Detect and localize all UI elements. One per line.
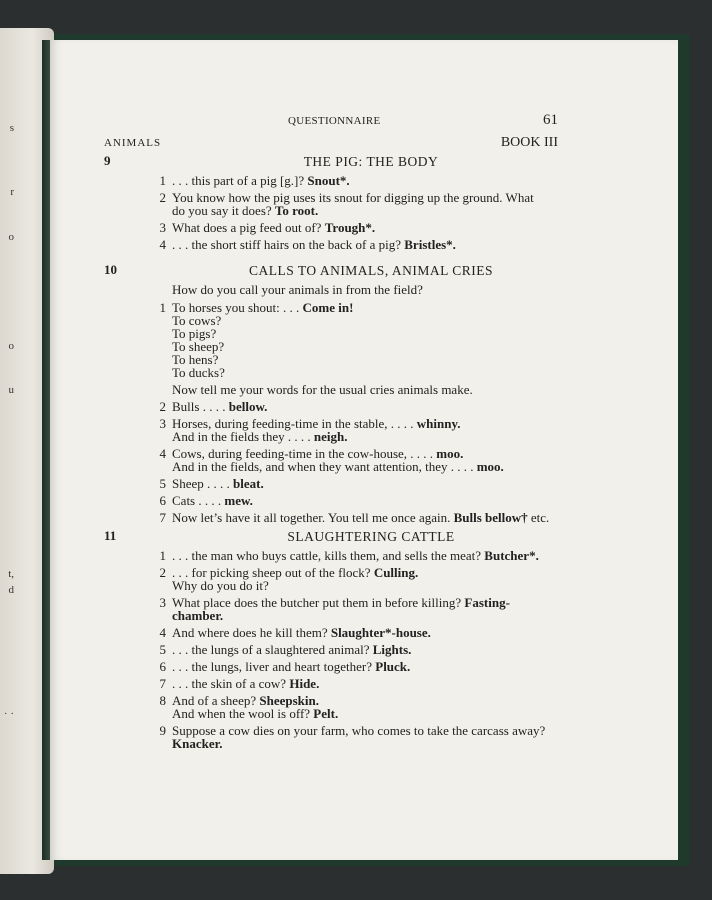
answer-keyword: Come in! — [302, 300, 354, 315]
section-intro: How do you call your animals in from the field? — [172, 282, 423, 297]
question-line — [172, 238, 608, 251]
question-item — [104, 724, 608, 750]
question-line — [172, 549, 608, 562]
question-number: 7 — [159, 510, 166, 525]
page-number: 61 — [543, 112, 558, 128]
answer-keyword: Bulls bellow† — [453, 510, 528, 525]
question-item — [104, 238, 608, 251]
question-text: Suppose a cow dies on your farm, who comes to take the carcass away? — [172, 723, 546, 738]
question-number: 2 — [159, 190, 166, 205]
question-item — [104, 400, 608, 413]
section-number: 11 — [104, 528, 117, 543]
question-line — [172, 314, 608, 327]
question-item — [104, 417, 608, 443]
question-item — [104, 447, 608, 473]
question-item — [104, 677, 608, 690]
question-text: do you say it does? — [172, 203, 275, 218]
question-text: . . . for picking sheep out of the flock? — [172, 565, 374, 580]
question-text: Now tell me your words for the usual cries animals make. — [172, 382, 473, 397]
question-line — [172, 626, 608, 639]
question-text: Sheep . . . . — [172, 476, 234, 491]
question-text: And of a sheep? — [172, 693, 260, 708]
book-label: BOOK III — [500, 135, 558, 150]
left-page-fragment: r — [10, 186, 14, 198]
answer-keyword: Bristles*. — [404, 237, 456, 252]
answer-keyword: neigh. — [313, 429, 348, 444]
question-item — [104, 511, 608, 524]
question-number: 3 — [159, 416, 166, 431]
answer-keyword: Slaughter*-house. — [330, 625, 431, 640]
question-text: . . . the skin of a cow? — [172, 676, 290, 691]
question-line — [172, 511, 608, 524]
answer-keyword: bleat. — [233, 476, 264, 491]
section-11 — [104, 528, 608, 754]
question-item — [104, 221, 608, 234]
question-text: Cows, during feeding-time in the cow-house, . . . . — [172, 446, 437, 461]
question-number: 4 — [159, 237, 166, 252]
question-number: 4 — [159, 625, 166, 640]
question-text: . . . the lungs, liver and heart together? — [172, 659, 376, 674]
answer-keyword: mew. — [224, 493, 253, 508]
answer-keyword: whinny. — [416, 416, 461, 431]
question-item — [104, 383, 608, 396]
question-text: Why do you do it? — [172, 578, 269, 593]
question-text: . . . the man who buys cattle, kills them, and sells the meat? — [172, 548, 485, 563]
answer-keyword: Hide. — [289, 676, 320, 691]
question-item — [104, 549, 608, 562]
question-line — [172, 596, 608, 609]
question-line — [172, 494, 608, 507]
question-text: Now let’s have it all together. You tell me once again. — [172, 510, 454, 525]
question-line — [172, 221, 608, 234]
book-page — [50, 40, 678, 860]
question-line — [172, 340, 608, 353]
question-text: To hens? — [172, 352, 219, 367]
question-line — [172, 579, 608, 592]
question-number: 1 — [159, 173, 166, 188]
question-number: 3 — [159, 595, 166, 610]
answer-keyword: Lights. — [372, 642, 412, 657]
answer-keyword: Knacker. — [172, 736, 223, 751]
question-number: 7 — [159, 676, 166, 691]
question-item — [104, 643, 608, 656]
section-title: THE PIG: THE BODY — [303, 154, 439, 169]
question-item — [104, 660, 608, 673]
question-line — [172, 353, 608, 366]
left-page-fragment: o — [8, 231, 14, 243]
section-label: ANIMALS — [104, 137, 162, 149]
running-header: QUESTIONNAIRE — [288, 115, 381, 127]
left-page-fragment: · · — [3, 708, 14, 720]
question-number: 4 — [159, 446, 166, 461]
question-line — [172, 366, 608, 379]
question-line — [172, 707, 608, 720]
question-text: . . . this part of a pig [g.]? — [172, 173, 308, 188]
question-item — [104, 301, 608, 379]
spine-shadow — [42, 40, 50, 860]
question-item — [104, 694, 608, 720]
answer-keyword: To root. — [274, 203, 319, 218]
answer-keyword: Fasting- — [464, 595, 510, 610]
question-number: 1 — [159, 548, 166, 563]
answer-keyword: Sheepskin. — [259, 693, 319, 708]
question-text: And when the wool is off? — [172, 706, 314, 721]
question-text: And in the fields, and when they want attention, they . . . . — [172, 459, 477, 474]
question-text: And where does he kill them? — [172, 625, 331, 640]
question-item — [104, 566, 608, 592]
question-number: 3 — [159, 220, 166, 235]
question-text: To horses you shout: . . . — [172, 300, 303, 315]
question-line — [172, 301, 608, 314]
question-item — [104, 494, 608, 507]
question-line — [172, 737, 608, 750]
answer-keyword: Pluck. — [375, 659, 411, 674]
question-text: Bulls . . . . — [172, 399, 229, 414]
question-text: You know how the pig uses its snout for digging up the ground. What — [172, 190, 534, 205]
question-number: 6 — [159, 493, 166, 508]
question-line — [172, 677, 608, 690]
question-text: To ducks? — [172, 365, 225, 380]
question-line — [172, 477, 608, 490]
left-page-fragment: t, — [8, 568, 14, 580]
answer-keyword: moo. — [476, 459, 504, 474]
section-title: CALLS TO ANIMALS, ANIMAL CRIES — [249, 263, 493, 278]
question-line — [172, 643, 608, 656]
question-line — [172, 430, 608, 443]
question-item — [104, 191, 608, 217]
left-page-fragment: o — [8, 340, 14, 352]
section-10 — [104, 262, 608, 528]
question-number: 2 — [159, 565, 166, 580]
answer-keyword: chamber. — [172, 608, 224, 623]
question-number: 5 — [159, 476, 166, 491]
question-number: 6 — [159, 659, 166, 674]
question-line — [172, 327, 608, 340]
question-number: 8 — [159, 693, 166, 708]
left-page-fragment: d — [8, 584, 14, 596]
question-line — [172, 383, 608, 396]
answer-keyword: bellow. — [228, 399, 268, 414]
left-page-fragment: s — [9, 122, 14, 134]
question-item — [104, 596, 608, 622]
question-item — [104, 626, 608, 639]
question-text: Horses, during feeding-time in the stable, . . . . — [172, 416, 417, 431]
question-text: To cows? — [172, 313, 222, 328]
question-number: 5 — [159, 642, 166, 657]
question-line — [172, 400, 608, 413]
answer-keyword: Trough*. — [324, 220, 376, 235]
question-text: What place does the butcher put them in before killing? — [172, 595, 465, 610]
answer-keyword: Culling. — [373, 565, 419, 580]
answer-keyword: Butcher*. — [484, 548, 539, 563]
question-text: . . . the lungs of a slaughtered animal? — [172, 642, 373, 657]
question-line — [172, 660, 608, 673]
answer-keyword: Pelt. — [313, 706, 339, 721]
question-number: 2 — [159, 399, 166, 414]
question-line — [172, 724, 608, 737]
answer-keyword: Snout*. — [307, 173, 350, 188]
question-text: What does a pig feed out of? — [172, 220, 325, 235]
question-line — [172, 609, 608, 622]
left-page-fragment: u — [8, 384, 14, 396]
question-text: Cats . . . . — [172, 493, 225, 508]
question-text: etc. — [527, 510, 550, 525]
question-number: 9 — [159, 723, 166, 738]
question-item — [104, 174, 608, 187]
question-item — [104, 477, 608, 490]
question-text: To sheep? — [172, 339, 225, 354]
question-text: . . . the short stiff hairs on the back of a pig? — [172, 237, 405, 252]
question-text: And in the fields they . . . . — [172, 429, 314, 444]
section-title: SLAUGHTERING CATTLE — [287, 529, 455, 544]
answer-keyword: moo. — [436, 446, 464, 461]
question-number: 1 — [159, 300, 166, 315]
question-line — [172, 460, 608, 473]
question-line — [172, 174, 608, 187]
question-text: To pigs? — [172, 326, 217, 341]
section-number: 10 — [104, 262, 117, 277]
section-9 — [104, 153, 608, 255]
question-line — [172, 204, 608, 217]
section-number: 9 — [104, 153, 111, 168]
